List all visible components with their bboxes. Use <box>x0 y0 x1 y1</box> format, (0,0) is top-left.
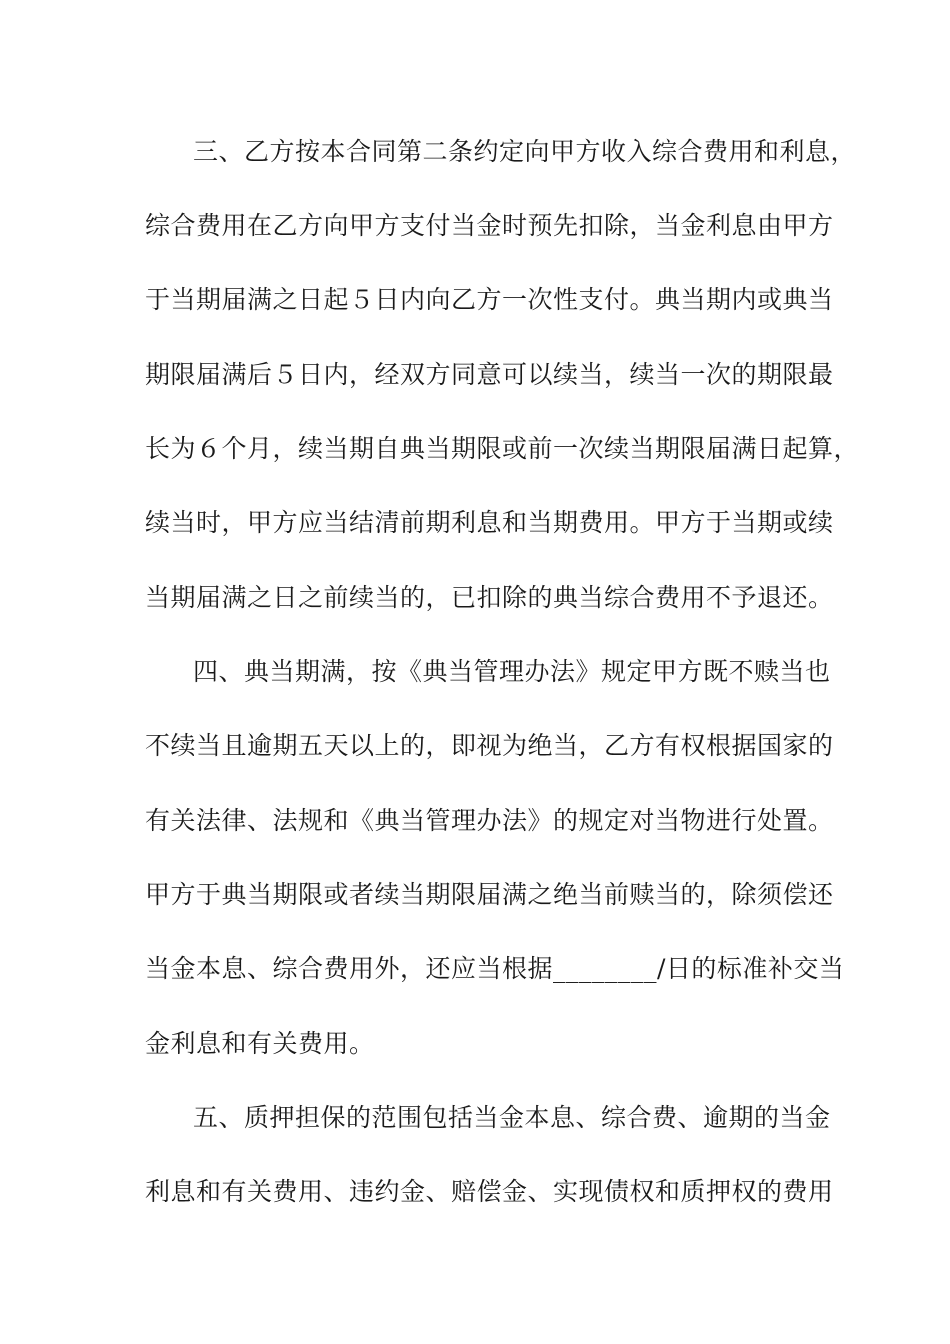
paragraph-3-line-5: 长为６个月，续当期自典当期限或前一次续当期限届满日起算， <box>145 434 860 463</box>
paragraph-4-line-4: 甲方于典当期限或者续当期限届满之绝当前赎当的，除须偿还 <box>145 880 834 909</box>
paragraph-5-line-2: 利息和有关费用、违约金、赔偿金、实现债权和质押权的费用 <box>145 1177 834 1206</box>
paragraph-3-line-3: 于当期届满之日起５日内向乙方一次性支付。典当期内或典当 <box>145 285 834 314</box>
paragraph-3-line-6: 续当时，甲方应当结清前期利息和当期费用。甲方于当期或续 <box>145 508 834 537</box>
paragraph-4-line-6: 金利息和有关费用。 <box>145 1029 375 1058</box>
paragraph-3-line-7: 当期届满之日之前续当的，已扣除的典当综合费用不予退还。 <box>145 583 834 612</box>
paragraph-3-line-4: 期限届满后５日内，经双方同意可以续当，续当一次的期限最 <box>145 360 834 389</box>
paragraph-3-line-2: 综合费用在乙方向甲方支付当金时预先扣除，当金利息由甲方 <box>145 211 834 240</box>
paragraph-4-line-5: 当金本息、综合费用外，还应当根据________/日的标准补交当 <box>145 954 845 983</box>
paragraph-5-line-1: 五、质押担保的范围包括当金本息、综合费、逾期的当金 <box>193 1103 831 1132</box>
paragraph-4-line-3: 有关法律、法规和《典当管理办法》的规定对当物进行处置。 <box>145 806 834 835</box>
paragraph-3-line-1: 三、乙方按本合同第二条约定向甲方收入综合费用和利息， <box>193 137 857 166</box>
paragraph-4-line-1: 四、典当期满，按《典当管理办法》规定甲方既不赎当也 <box>193 657 831 686</box>
paragraph-4-line-2: 不续当且逾期五天以上的，即视为绝当，乙方有权根据国家的 <box>145 731 834 760</box>
